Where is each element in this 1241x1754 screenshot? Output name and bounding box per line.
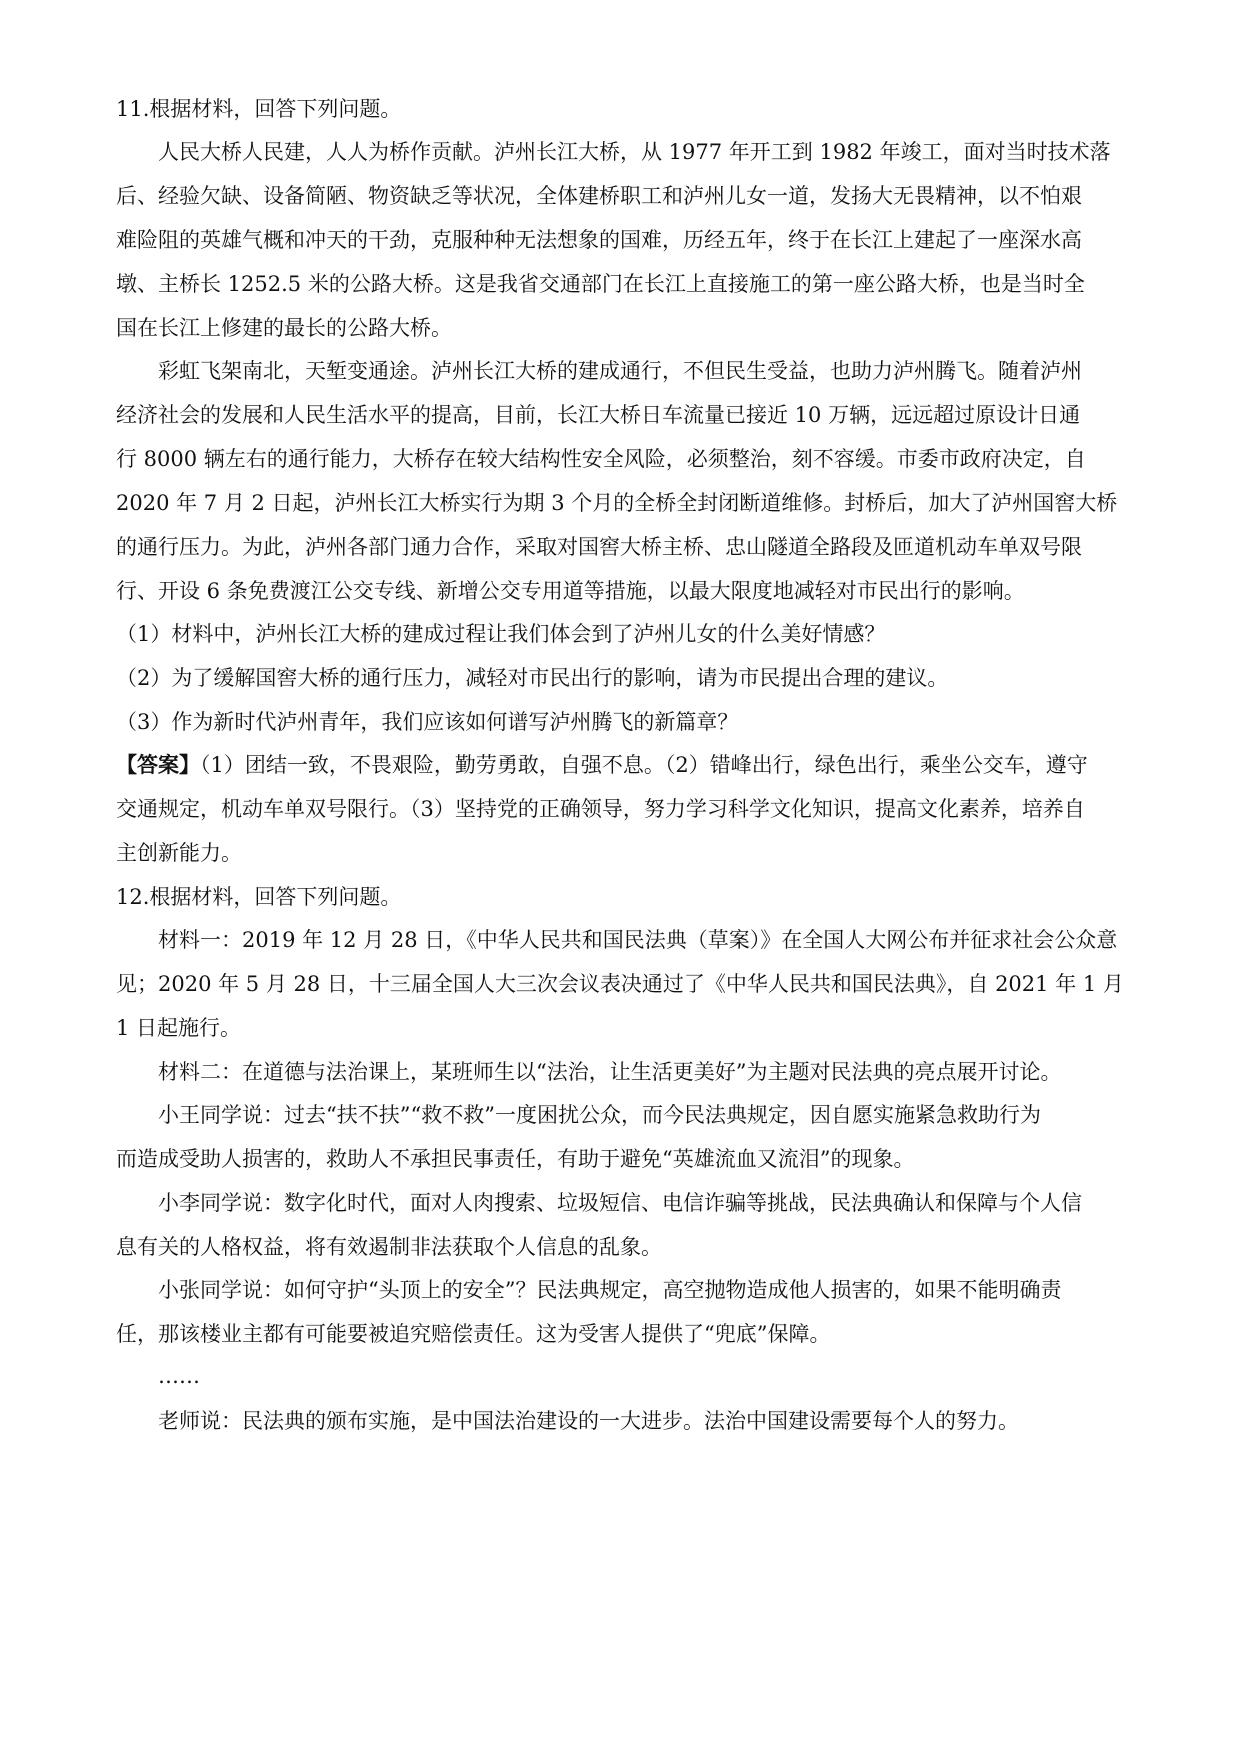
q12-material1-line: 见；2020 年 5 月 28 日，十三届全国人大三次会议表决通过了《中华人民共和国民法典》，自 2021 年 1 月 bbox=[116, 972, 1124, 996]
q12-wang-line: 而造成受助人损害的，救助人不承担民事责任，有助于避免“英雄流血又流泪”的现象。 bbox=[116, 1147, 915, 1171]
q11-question-2: （2）为了缓解国窖大桥的通行压力，减轻对市民出行的影响，请为市民提出合理的建议。 bbox=[116, 666, 949, 690]
q12-title: 12.根据材料，回答下列问题。 bbox=[116, 885, 402, 909]
q12-teacher: 老师说：民法典的颁布实施，是中国法治建设的一大进步。法治中国建设需要每个人的努力。 bbox=[158, 1409, 1019, 1433]
q11-para2-line: 经济社会的发展和人民生活水平的提高，目前，长江大桥日车流量已接近 10 万辆，远远超过原设计日通 bbox=[116, 403, 1081, 427]
q12-wang-line: 小王同学说：过去“扶不扶”“救不救”一度困扰公众，而今民法典规定，因自愿实施紧急救助行为 bbox=[158, 1103, 1041, 1127]
q12-ellipsis: …… bbox=[158, 1364, 200, 1388]
q12-material1-line: 1 日起施行。 bbox=[116, 1016, 242, 1040]
q12-li-line: 小李同学说：数字化时代，面对人肉搜索、垃圾短信、电信诈骗等挑战，民法典确认和保障与个人信 bbox=[158, 1191, 1082, 1215]
q11-para2-line: 行、开设 6 条免费渡江公交专线、新增公交专用道等措施，以最大限度地减轻对市民出行的影响。 bbox=[116, 579, 1025, 603]
q12-zhang-line: 任，那该楼业主都有可能要被追究赔偿责任。这为受害人提供了“兜底”保障。 bbox=[116, 1322, 831, 1346]
q11-para1-line: 墩、主桥长 1252.5 米的公路大桥。这是我省交通部门在长江上直接施工的第一座公路大桥，也是当时全 bbox=[116, 272, 1085, 296]
answer-label: 【答案】 bbox=[116, 752, 200, 777]
q11-answer-line: 交通规定，机动车单双号限行。（3）坚持党的正确领导，努力学习科学文化知识，提高文化素养，培养自 bbox=[116, 797, 1085, 821]
q11-para2-line: 2020 年 7 月 2 日起，泸州长江大桥实行为期 3 个月的全桥全封闭断道维修。封桥后，加大了泸州国窖大桥 bbox=[116, 491, 1118, 515]
answer-text: （1）团结一致，不畏艰险，勤劳勇敢，自强不息。（2）错峰出行，绿色出行，乘坐公交车，遵守 bbox=[200, 753, 1088, 777]
q12-zhang-line: 小张同学说：如何守护“头顶上的安全”？民法典规定，高空抛物造成他人损害的，如果不能明确责 bbox=[158, 1278, 1062, 1302]
q12-li-line: 息有关的人格权益，将有效遏制非法获取个人信息的乱象。 bbox=[116, 1235, 662, 1259]
q11-para1-line: 后、经验欠缺、设备简陋、物资缺乏等状况，全体建桥职工和泸州儿女一道，发扬大无畏精神，以不怕艰 bbox=[116, 184, 1082, 208]
q12-material1-line: 材料一：2019 年 12 月 28 日，《中华人民共和国民法典（草案）》在全国人大网公布并征求社会公众意 bbox=[158, 928, 1118, 952]
q11-answer-line: 主创新能力。 bbox=[116, 841, 242, 865]
q11-question-3: （3）作为新时代泸州青年，我们应该如何谱写泸州腾飞的新篇章？ bbox=[116, 710, 739, 734]
q11-para2-line: 彩虹飞架南北，天堑变通途。泸州长江大桥的建成通行，不但民生受益，也助力泸州腾飞。随着泸州 bbox=[158, 359, 1082, 383]
q11-question-1: （1）材料中，泸州长江大桥的建成过程让我们体会到了泸州儿女的什么美好情感？ bbox=[116, 622, 886, 646]
q11-answer-line bbox=[116, 751, 1088, 779]
q11-para2-line: 行 8000 辆左右的通行能力，大桥存在较大结构性安全风险，必须整治，刻不容缓。市委市政府决定，自 bbox=[116, 447, 1086, 471]
q12-material2: 材料二：在道德与法治课上，某班师生以“法治，让生活更美好”为主题对民法典的亮点展开讨论。 bbox=[158, 1060, 1062, 1084]
q11-para1-line: 难险阻的英雄气概和冲天的干劲，克服种种无法想象的国难，历经五年，终于在长江上建起了一座深水高 bbox=[116, 228, 1082, 252]
q11-para1-line: 国在长江上修建的最长的公路大桥。 bbox=[116, 316, 452, 340]
q11-para1-line: 人民大桥人民建，人人为桥作贡献。泸州长江大桥，从 1977 年开工到 1982 年竣工，面对当时技术落 bbox=[158, 140, 1111, 164]
q11-para2-line: 的通行压力。为此，泸州各部门通力合作，采取对国窖大桥主桥、忠山隧道全路段及匝道机动车单双号限 bbox=[116, 535, 1082, 559]
q11-title: 11.根据材料，回答下列问题。 bbox=[116, 97, 402, 121]
